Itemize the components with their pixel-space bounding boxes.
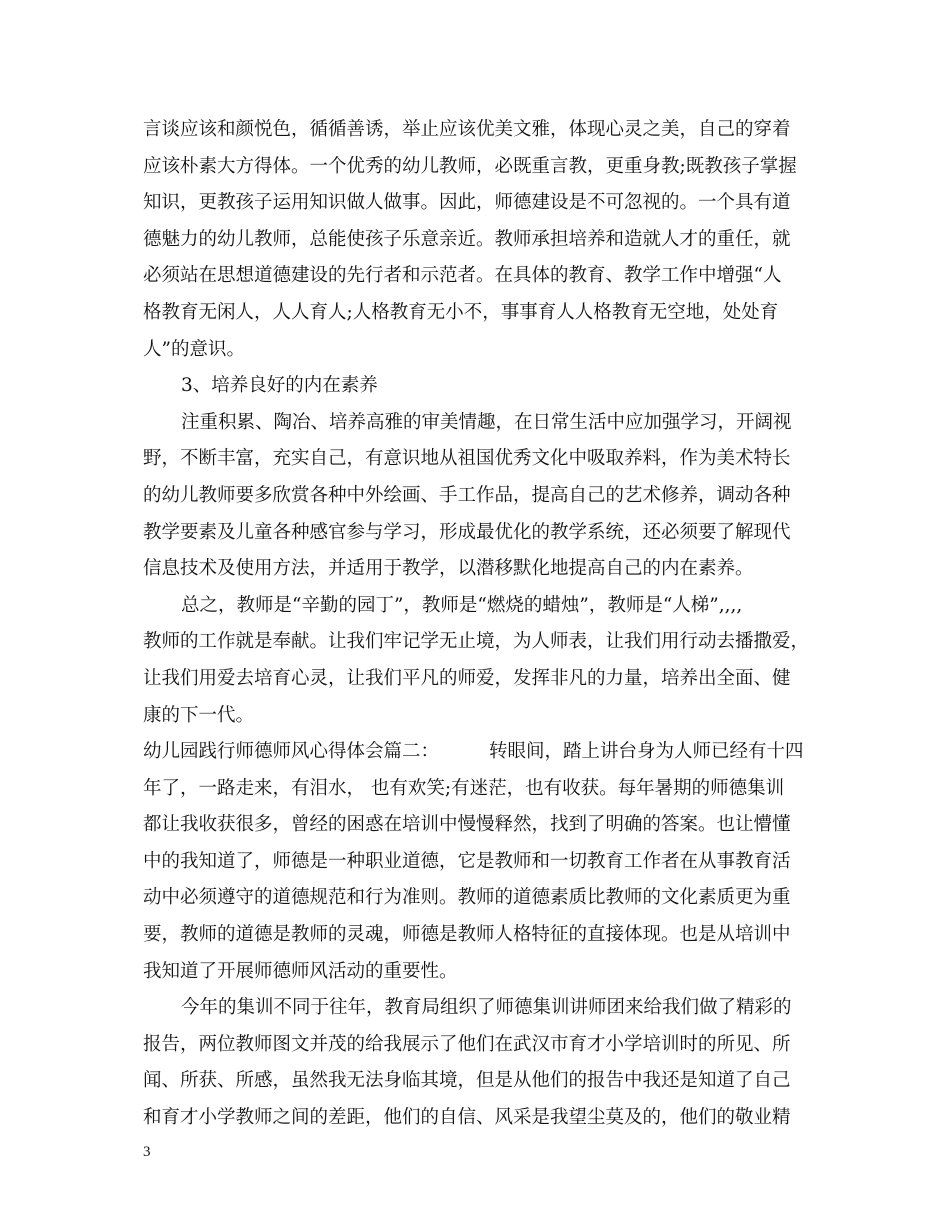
- text-line: 必须站在思想道德建设的先行者和示范者。在具体的教育、教学工作中增强“人: [143, 265, 782, 287]
- text-line: 知识，更教孩子运用知识做人做事。因此，师德建设是不可忽视的。一个具有道: [143, 192, 791, 214]
- text-line: 言谈应该和颜悦色，循循善诱，举止应该优美文雅，体现心灵之美，自己的穿着: [143, 119, 791, 140]
- article-title: 幼儿园践行师德师风心得体会篇二：: [143, 741, 440, 763]
- text-line: 让我们用爱去培育心灵，让我们平凡的师爱，发挥非凡的力量，培养出全面、健: [143, 667, 791, 689]
- paragraph-start-line: 注重积累、陶冶、培养高雅的审美情趣，在日常生活中应加强学习，开阔视: [181, 411, 792, 433]
- text-line: 年了，一路走来，有泪水， 也有欢笑;有迷茫，也有收获。每年暑期的师德集训: [143, 777, 785, 799]
- article-heading-line: [143, 734, 811, 771]
- text-line: 中的我知道了，师德是一种职业道德，它是教师和一切教育工作者在从事教育活: [143, 850, 791, 872]
- text-line: 格教育无闲人，人人育人;人格教育无小不，事事育人人格教育无空地，处处育: [143, 301, 779, 323]
- text-line: 闻、所获、所感，虽然我无法身临其境，但是从他们的报告中我还是知道了自己: [143, 1070, 791, 1092]
- section-heading: 3、培养良好的内在素养: [181, 375, 378, 397]
- text-line: 动中必须遵守的道德规范和行为准则。教师的道德素质比教师的文化素质更为重: [143, 887, 791, 909]
- text-line: 德魅力的幼儿教师，总能使孩子乐意亲近。教师承担培养和造就人才的重任，就: [143, 228, 791, 250]
- text-line: 教学要素及儿童各种感官参与学习，形成最优化的教学系统，还必须要了解现代: [143, 521, 791, 543]
- text-line: 的幼儿教师要多欣赏各种中外绘画、手工作品，提高自己的艺术修养，调动各种: [143, 484, 791, 506]
- text-line: 应该朴素大方得体。一个优秀的幼儿教师，必既重言教，更重身教;既教孩子掌握: [143, 155, 797, 177]
- text-line: 人”的意识。: [143, 338, 245, 360]
- text-line: 都让我收获很多，曾经的困惑在培训中慢慢释然，找到了明确的答案。也让懵懂: [143, 814, 791, 836]
- article-opening-text: 转眼间，踏上讲台身为人师已经有十四: [489, 741, 804, 763]
- text-line: 康的下一代。: [143, 704, 255, 726]
- text-line: 报告，两位教师图文并茂的给我展示了他们在武汉市育才小学培训时的所见、所: [143, 1033, 791, 1055]
- text-line: 信息技术及使用方法，并适用于教学，以潜移默化地提高自己的内在素养。: [143, 558, 754, 580]
- text-line: 我知道了开展师德师风活动的重要性。: [143, 960, 458, 982]
- text-line: 教师的工作就是奉献。让我们牢记学无止境，为人师表，让我们用行动去播撒爱，: [143, 631, 810, 653]
- text-line: 和育才小学教师之间的差距，他们的自信、风采是我望尘莫及的，他们的敬业精: [143, 1107, 791, 1129]
- page-number: 3: [143, 1144, 151, 1160]
- text-line: 野，不断丰富，充实自己，有意识地从祖国优秀文化中吸取养料，作为美术特长: [143, 448, 791, 470]
- text-line: 要，教师的道德是教师的灵魂，师德是教师人格特征的直接体现。也是从培训中: [143, 924, 791, 946]
- paragraph-start-line: 总之，教师是“辛勤的园丁”，教师是“燃烧的蜡烛”，教师是“人梯”,,,,: [181, 594, 743, 616]
- document-body: [143, 112, 811, 1137]
- paragraph-start-line: 今年的集训不同于往年，教育局组织了师德集训讲师团来给我们做了精彩的: [181, 997, 792, 1019]
